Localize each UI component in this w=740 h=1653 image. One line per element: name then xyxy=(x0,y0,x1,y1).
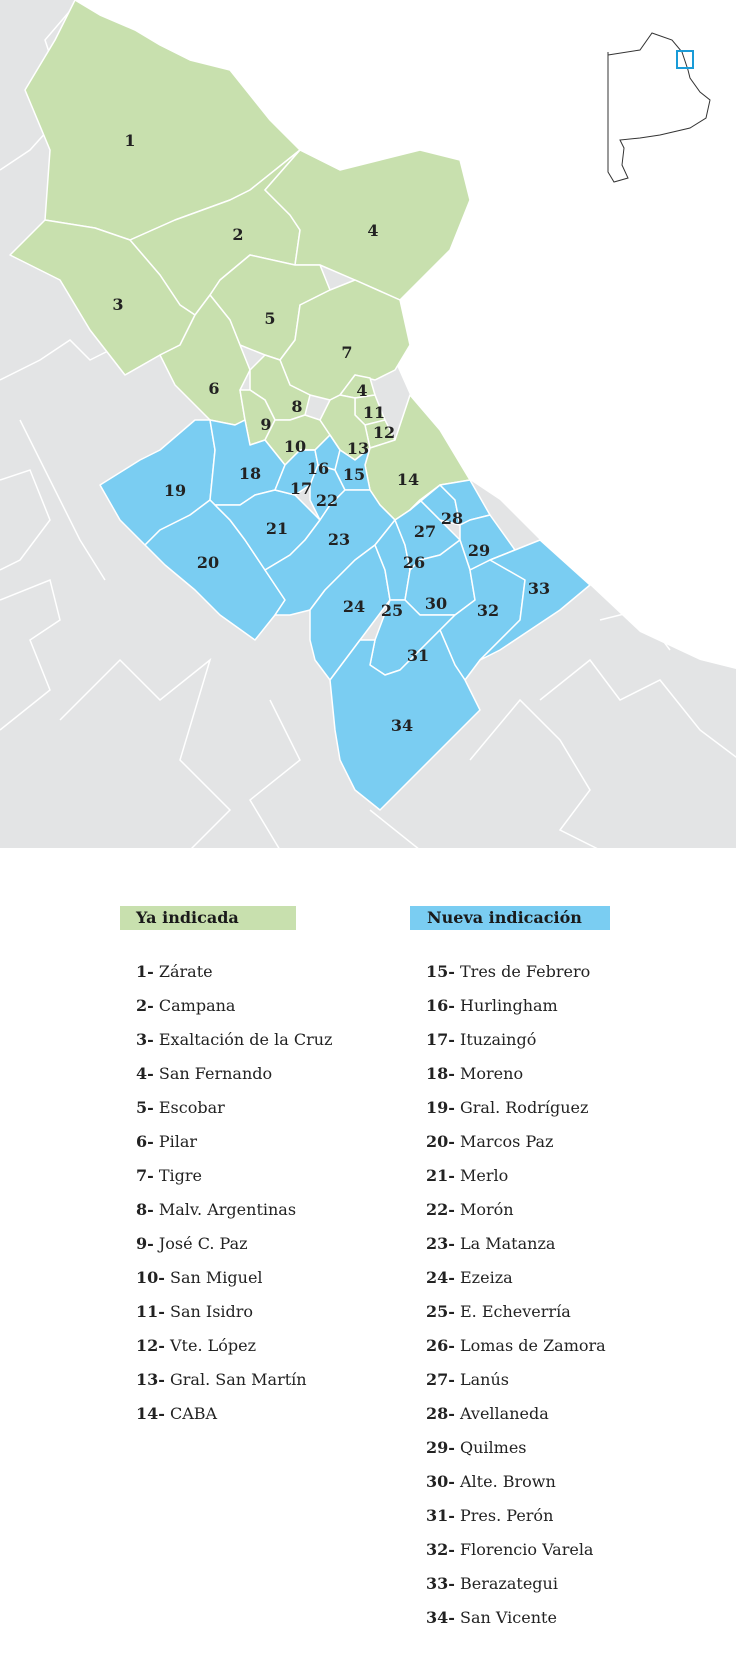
legend-item xyxy=(426,1232,606,1266)
label-11: 11 xyxy=(362,403,386,422)
legend-item-name: Lanús xyxy=(460,1370,509,1389)
legend-item-name: Morón xyxy=(460,1200,514,1219)
legend-item-name: Gral. Rodríguez xyxy=(460,1098,589,1117)
label-21: 21 xyxy=(265,519,289,538)
legend-item-name: Zárate xyxy=(158,962,213,981)
legend-item-number: 17- xyxy=(426,1030,455,1049)
legend-item xyxy=(426,960,606,994)
label-27: 27 xyxy=(413,522,437,541)
legend-item xyxy=(136,1096,332,1130)
label-30: 30 xyxy=(424,594,448,613)
legend-item xyxy=(136,1164,332,1198)
label-28: 28 xyxy=(440,509,464,528)
legend-item-name: Hurlingham xyxy=(460,996,558,1015)
legend-item-number: 6- xyxy=(136,1132,154,1151)
label-24: 24 xyxy=(342,597,366,616)
label-3: 3 xyxy=(112,295,124,314)
legend-list-already xyxy=(136,960,332,1436)
legend-item-name: Florencio Varela xyxy=(460,1540,594,1559)
legend-item-name: Merlo xyxy=(460,1166,509,1185)
legend-item-number: 33- xyxy=(426,1574,455,1593)
label-12: 12 xyxy=(372,423,396,442)
legend-item-number: 27- xyxy=(426,1370,455,1389)
legend-item xyxy=(426,1606,606,1640)
legend-item-number: 24- xyxy=(426,1268,455,1287)
legend-item xyxy=(426,994,606,1028)
label-23: 23 xyxy=(327,530,351,549)
label-5: 5 xyxy=(264,309,276,328)
legend-item-number: 22- xyxy=(426,1200,455,1219)
label-16: 16 xyxy=(306,459,330,478)
legend-item-name: Ezeiza xyxy=(460,1268,513,1287)
legend-item xyxy=(136,1232,332,1266)
legend-item xyxy=(136,1266,332,1300)
legend-item-name: San Vicente xyxy=(460,1608,557,1627)
label-33: 33 xyxy=(527,579,551,598)
legend-item xyxy=(136,1198,332,1232)
label-34: 34 xyxy=(390,716,414,735)
legend-item-number: 16- xyxy=(426,996,455,1015)
legend-item xyxy=(426,1572,606,1606)
legend-item xyxy=(426,1130,606,1164)
legend-item-number: 1- xyxy=(136,962,154,981)
legend-item-name: Escobar xyxy=(158,1098,225,1117)
label-1: 1 xyxy=(124,131,136,150)
legend-item-number: 30- xyxy=(426,1472,455,1491)
legend-item xyxy=(426,1470,606,1504)
legend-item-number: 28- xyxy=(426,1404,455,1423)
label-10: 10 xyxy=(283,437,307,456)
legend-item-number: 5- xyxy=(136,1098,154,1117)
legend-item-number: 10- xyxy=(136,1268,165,1287)
legend-item-name: Avellaneda xyxy=(460,1404,549,1423)
legend-item-name: Marcos Paz xyxy=(460,1132,554,1151)
legend-item xyxy=(426,1198,606,1232)
label-26: 26 xyxy=(402,553,426,572)
label-2: 2 xyxy=(232,225,244,244)
legend-item-name: Berazategui xyxy=(460,1574,558,1593)
legend-item-number: 7- xyxy=(136,1166,154,1185)
label-25: 25 xyxy=(380,601,404,620)
label-17: 17 xyxy=(289,479,313,498)
legend-item xyxy=(136,1402,332,1436)
legend-item-name: Tigre xyxy=(158,1166,203,1185)
legend-item-number: 13- xyxy=(136,1370,165,1389)
legend-item xyxy=(426,1436,606,1470)
legend-item-name: Vte. López xyxy=(170,1336,257,1355)
legend-item xyxy=(136,1130,332,1164)
legend-item-number: 34- xyxy=(426,1608,455,1627)
legend-item-name: Tres de Febrero xyxy=(460,962,591,981)
legend-item xyxy=(136,1028,332,1062)
legend-header-already: Ya indicada xyxy=(120,906,296,930)
legend-item-number: 12- xyxy=(136,1336,165,1355)
legend-item xyxy=(136,1062,332,1096)
label-4b: 4 xyxy=(356,381,368,400)
label-7: 7 xyxy=(341,343,353,362)
legend-item-name: Quilmes xyxy=(460,1438,527,1457)
legend-item-name: San Isidro xyxy=(170,1302,254,1321)
legend-item-number: 8- xyxy=(136,1200,154,1219)
legend-item xyxy=(136,1368,332,1402)
legend-item-name: CABA xyxy=(170,1404,218,1423)
legend-item-name: Pilar xyxy=(158,1132,198,1151)
legend-item-number: 25- xyxy=(426,1302,455,1321)
legend-item-number: 26- xyxy=(426,1336,455,1355)
label-6: 6 xyxy=(208,379,220,398)
legend-item-number: 32- xyxy=(426,1540,455,1559)
legend-item-number: 19- xyxy=(426,1098,455,1117)
legend-item-name: San Fernando xyxy=(158,1064,273,1083)
legend-item-name: José C. Paz xyxy=(158,1234,248,1253)
legend-item-name: San Miguel xyxy=(170,1268,263,1287)
legend-item-number: 15- xyxy=(426,962,455,981)
label-31: 31 xyxy=(406,646,430,665)
legend-item-number: 4- xyxy=(136,1064,154,1083)
legend-item-name: Exaltación de la Cruz xyxy=(158,1030,333,1049)
legend-item-number: 23- xyxy=(426,1234,455,1253)
legend-item-name: La Matanza xyxy=(460,1234,556,1253)
legend-list-new xyxy=(426,960,606,1640)
label-22: 22 xyxy=(315,491,339,510)
legend-item-number: 14- xyxy=(136,1404,165,1423)
legend-item xyxy=(426,1266,606,1300)
label-13: 13 xyxy=(346,439,370,458)
legend-item-number: 3- xyxy=(136,1030,154,1049)
label-9: 9 xyxy=(260,415,272,434)
label-18: 18 xyxy=(238,464,262,483)
legend-item-name: Campana xyxy=(158,996,236,1015)
legend-item-name: E. Echeverría xyxy=(460,1302,571,1321)
legend-item xyxy=(426,1096,606,1130)
legend-item xyxy=(136,994,332,1028)
legend-item xyxy=(426,1334,606,1368)
legend-item xyxy=(426,1062,606,1096)
legend-item xyxy=(426,1164,606,1198)
legend-item-name: Lomas de Zamora xyxy=(460,1336,606,1355)
legend-item xyxy=(136,960,332,994)
label-32: 32 xyxy=(476,601,500,620)
legend-item xyxy=(426,1028,606,1062)
legend-item-name: Ituzaingó xyxy=(460,1030,537,1049)
legend-item xyxy=(426,1300,606,1334)
legend-item-name: Alte. Brown xyxy=(460,1472,556,1491)
legend-item-name: Moreno xyxy=(460,1064,524,1083)
label-19: 19 xyxy=(163,481,187,500)
legend-item xyxy=(426,1504,606,1538)
label-15: 15 xyxy=(342,465,366,484)
legend-item-name: Malv. Argentinas xyxy=(158,1200,297,1219)
label-8: 8 xyxy=(291,397,303,416)
legend-item-number: 20- xyxy=(426,1132,455,1151)
legend-item-number: 21- xyxy=(426,1166,455,1185)
legend-item-name: Pres. Perón xyxy=(460,1506,554,1525)
legend-item-number: 11- xyxy=(136,1302,165,1321)
legend-item-number: 31- xyxy=(426,1506,455,1525)
label-14: 14 xyxy=(396,470,420,489)
label-29: 29 xyxy=(467,541,491,560)
legend-header-new: Nueva indicación xyxy=(410,906,610,930)
legend-item xyxy=(426,1538,606,1572)
legend-item-number: 9- xyxy=(136,1234,154,1253)
legend-item xyxy=(136,1300,332,1334)
legend-item-number: 29- xyxy=(426,1438,455,1457)
legend-item xyxy=(136,1334,332,1368)
label-20: 20 xyxy=(196,553,220,572)
legend-item-number: 2- xyxy=(136,996,154,1015)
legend-item-name: Gral. San Martín xyxy=(170,1370,307,1389)
legend-item xyxy=(426,1402,606,1436)
legend-item-number: 18- xyxy=(426,1064,455,1083)
label-4: 4 xyxy=(367,221,379,240)
legend-item xyxy=(426,1368,606,1402)
